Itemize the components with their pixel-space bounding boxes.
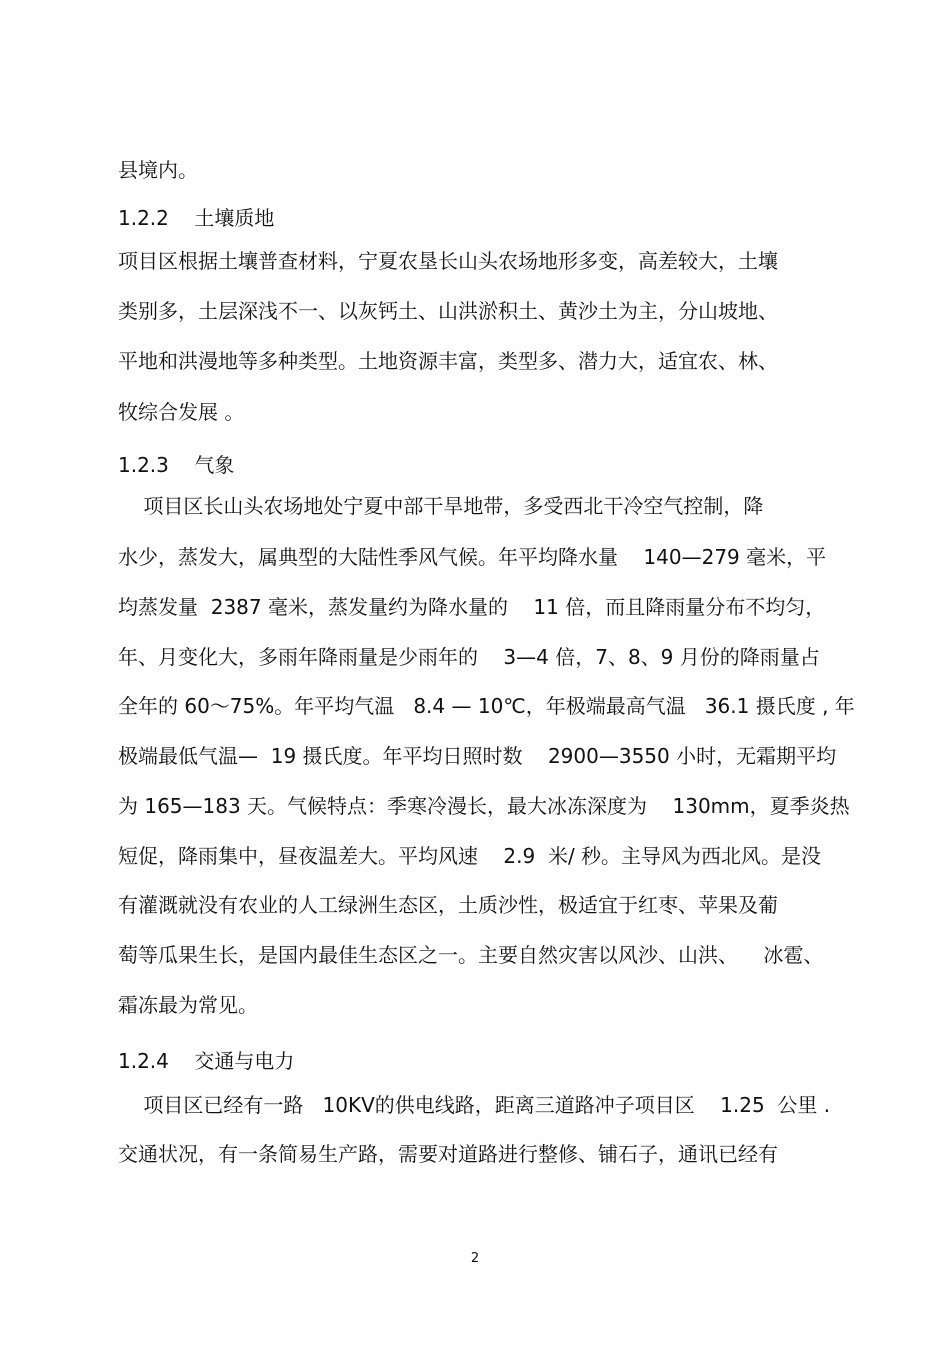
body-text-line: 县境内。: [118, 158, 198, 182]
body-text-line: 项目区已经有一路 10KV的供电线路，距离三道路冲子项目区 1.25 公里 .: [118, 1093, 831, 1117]
body-text-line: 牧综合发展 。: [118, 400, 245, 424]
body-text-line: 均蒸发量 2387 毫米，蒸发量约为降水量的 11 倍，而且降雨量分布不均匀，: [118, 595, 826, 619]
body-text-line: 短促，降雨集中，昼夜温差大。平均风速 2.9 米/ 秒。主导风为西北风。是没: [118, 844, 822, 868]
section-heading-1-2-2: 1.2.2 土壤质地: [118, 206, 275, 230]
page-number: 2: [470, 1251, 480, 1266]
section-heading-1-2-4: 1.2.4 交通与电力: [118, 1049, 295, 1073]
body-text-line: 平地和洪漫地等多种类型。土地资源丰富，类型多、潜力大，适宜农、林、: [118, 349, 778, 373]
body-text-line: 项目区长山头农场地处宁夏中部干旱地带，多受西北干冷空气控制，降: [118, 494, 764, 518]
body-text-line: 全年的 60～75%。年平均气温 8.4 — 10℃，年极端最高气温 36.1 摄氏度 , 年: [118, 694, 855, 718]
body-text-line: 极端最低气温— 19 摄氏度。年平均日照时数 2900—3550 小时，无霜期平均: [118, 744, 837, 768]
body-text-line: 霜冻最为常见。: [118, 993, 258, 1017]
body-text-line: 水少，蒸发大，属典型的大陆性季风气候。年平均降水量 140—279 毫米，平: [118, 545, 827, 569]
body-text-line: 项目区根据土壤普查材料，宁夏农垦长山头农场地形多变，高差较大，土壤: [118, 249, 778, 273]
section-heading-1-2-3: 1.2.3 气象: [118, 453, 235, 477]
body-text-line: 萄等瓜果生长，是国内最佳生态区之一。主要自然灾害以风沙、山洪、 冰雹、: [118, 943, 824, 967]
body-text-line: 有灌溉就没有农业的人工绿洲生态区，土质沙性，极适宜于红枣、苹果及葡: [118, 893, 778, 917]
body-text-line: 交通状况，有一条简易生产路，需要对道路进行整修、铺石子，通讯已经有: [118, 1142, 778, 1166]
body-text-line: 年、月变化大，多雨年降雨量是少雨年的 3—4 倍，7、8、9 月份的降雨量占: [118, 645, 820, 669]
body-text-line: 类别多，土层深浅不一、以灰钙土、山洪淤积土、黄沙土为主，分山坡地、: [118, 299, 778, 323]
body-text-line: 为 165—183 天。气候特点：季寒冷漫长，最大冰冻深度为 130mm，夏季炎热: [118, 794, 850, 818]
